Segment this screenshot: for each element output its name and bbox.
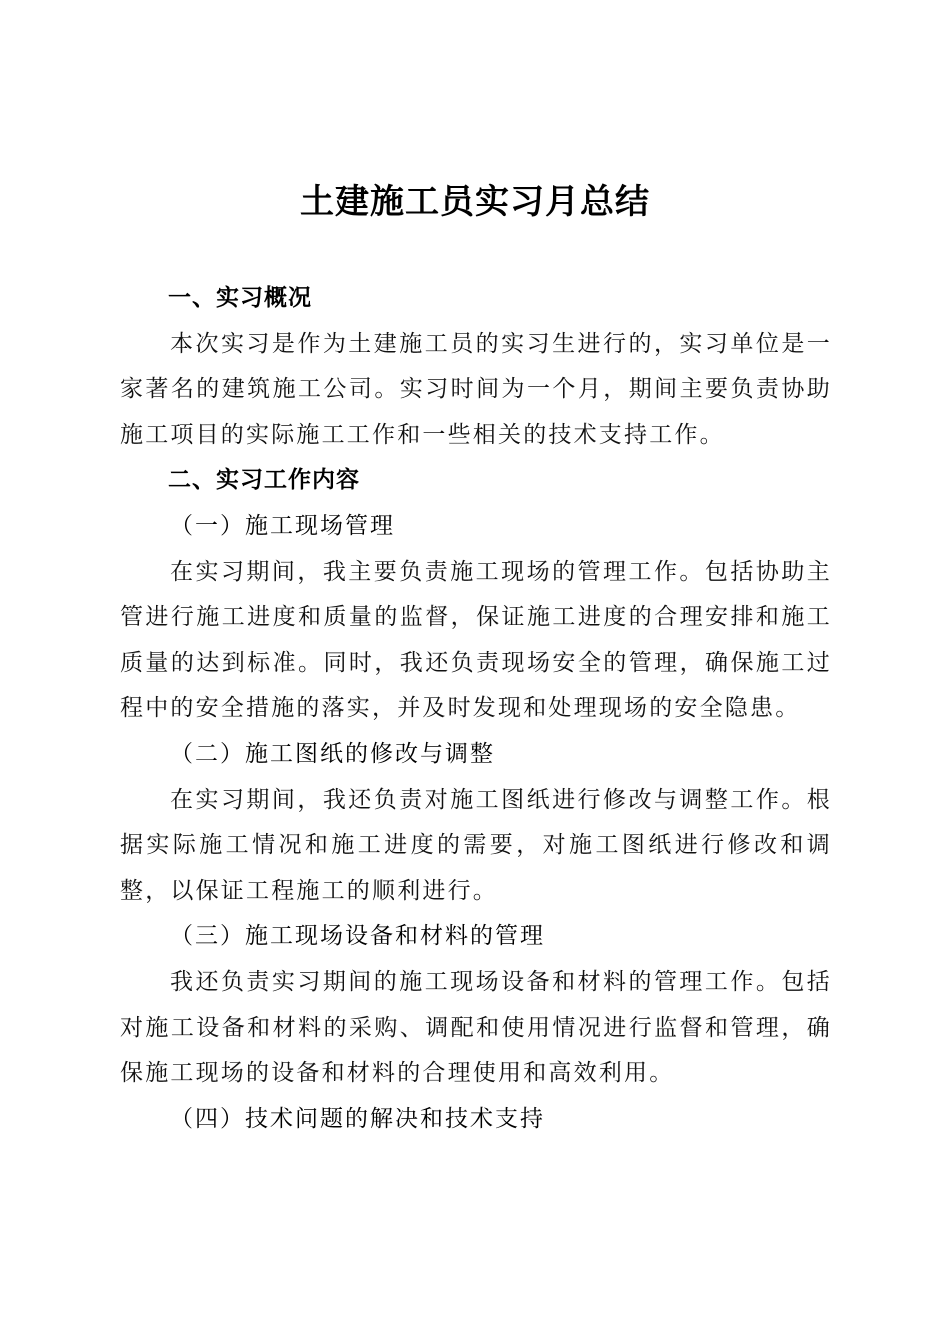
document-title: 土建施工员实习月总结 bbox=[300, 182, 650, 222]
subsection-heading-equipment-materials: （三）施工现场设备和材料的管理 bbox=[170, 923, 545, 950]
subsection-paragraph-equipment-materials: 我还负责实习期间的施工现场设备和材料的管理工作。包括对施工设备和材料的采购、调配和使用情况进行监督和管理，确保施工现场的设备和材料的合理使用和高效利用。 bbox=[120, 968, 832, 1087]
subsection-paragraph-site-management: 在实习期间，我主要负责施工现场的管理工作。包括协助主管进行施工进度和质量的监督，保证施工进度的合理安排和施工质量的达到标准。同时，我还负责现场安全的管理，确保施工过程中的安全措施的落实，并及时发现和处理现场的安全隐患。 bbox=[120, 558, 832, 722]
subsection-heading-drawing-revision: （二）施工图纸的修改与调整 bbox=[170, 740, 495, 767]
section-heading-work-content: 二、实习工作内容 bbox=[168, 467, 360, 494]
subsection-heading-technical-support: （四）技术问题的解决和技术支持 bbox=[170, 1105, 545, 1132]
section-paragraph-overview: 本次实习是作为土建施工员的实习生进行的，实习单位是一家著名的建筑施工公司。实习时间为一个月，期间主要负责协助施工项目的实际施工工作和一些相关的技术支持工作。 bbox=[120, 330, 832, 448]
subsection-paragraph-drawing-revision: 在实习期间，我还负责对施工图纸进行修改与调整工作。根据实际施工情况和施工进度的需要，对施工图纸进行修改和调整，以保证工程施工的顺利进行。 bbox=[120, 786, 832, 904]
document-body bbox=[120, 276, 832, 1142]
subsection-heading-site-management: （一）施工现场管理 bbox=[170, 512, 395, 539]
section-heading-overview: 一、实习概况 bbox=[168, 285, 312, 311]
